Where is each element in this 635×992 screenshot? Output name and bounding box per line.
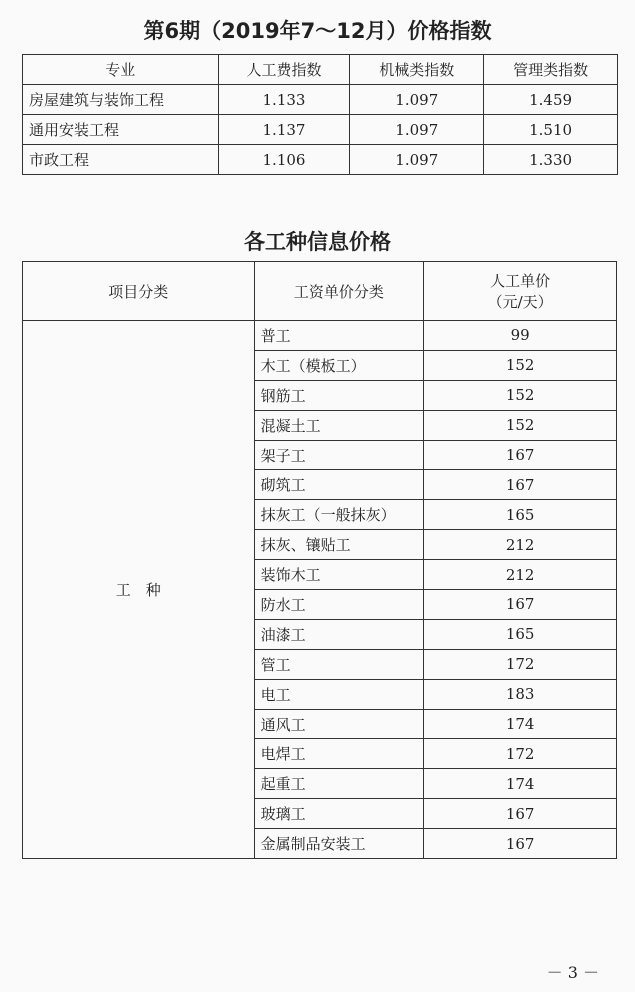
job-type: 通风工 (254, 709, 424, 739)
management-index: 1.459 (484, 85, 618, 115)
machinery-index: 1.097 (350, 115, 484, 145)
unit-price-unit: （元/天） (487, 293, 553, 311)
unit-price: 212 (424, 560, 617, 590)
table-row (23, 85, 618, 115)
labor-index: 1.106 (218, 145, 350, 175)
job-type: 油漆工 (254, 619, 424, 649)
job-type: 起重工 (254, 769, 424, 799)
unit-price: 152 (424, 350, 617, 380)
table-row (23, 321, 617, 351)
header-wage-type: 工资单价分类 (254, 262, 424, 321)
unit-price: 152 (424, 380, 617, 410)
job-type: 电焊工 (254, 739, 424, 769)
job-type: 混凝土工 (254, 410, 424, 440)
job-type: 电工 (254, 679, 424, 709)
unit-price: 99 (424, 321, 617, 351)
job-type: 钢筋工 (254, 380, 424, 410)
unit-price: 174 (424, 709, 617, 739)
wage-title: 各工种信息价格 (244, 230, 391, 254)
header-category: 项目分类 (23, 262, 255, 321)
unit-price-label: 人工单价 (490, 272, 551, 290)
unit-price: 165 (424, 619, 617, 649)
labor-index: 1.137 (218, 115, 350, 145)
job-type: 装饰木工 (254, 560, 424, 590)
header-cell: 人工费指数 (218, 55, 350, 85)
index-title: 第6期（2019年7～12月）价格指数 (143, 19, 492, 43)
discipline-name: 房屋建筑与装饰工程 (23, 85, 219, 115)
job-type: 普工 (254, 321, 424, 351)
machinery-index: 1.097 (350, 85, 484, 115)
unit-price: 212 (424, 530, 617, 560)
unit-price: 172 (424, 739, 617, 769)
machinery-index: 1.097 (350, 145, 484, 175)
header-unit-price (424, 262, 617, 321)
header-cell: 机械类指数 (350, 55, 484, 85)
category-cell: 工 种 (23, 321, 255, 859)
header-cell: 专业 (23, 55, 219, 85)
table-header-row (23, 55, 618, 85)
job-type: 管工 (254, 649, 424, 679)
page-number: － 3 － (546, 963, 599, 982)
unit-price: 167 (424, 829, 617, 859)
unit-price: 174 (424, 769, 617, 799)
header-cell: 管理类指数 (484, 55, 618, 85)
unit-price: 167 (424, 799, 617, 829)
unit-price: 167 (424, 440, 617, 470)
job-type: 玻璃工 (254, 799, 424, 829)
job-type: 防水工 (254, 590, 424, 620)
job-type: 木工（模板工） (254, 350, 424, 380)
management-index: 1.510 (484, 115, 618, 145)
unit-price: 167 (424, 590, 617, 620)
table-row (23, 145, 618, 175)
job-type: 架子工 (254, 440, 424, 470)
unit-price: 183 (424, 679, 617, 709)
wage-price-table (22, 261, 617, 859)
unit-price: 152 (424, 410, 617, 440)
unit-price: 167 (424, 470, 617, 500)
job-type: 抹灰、镶贴工 (254, 530, 424, 560)
unit-price: 172 (424, 649, 617, 679)
labor-index: 1.133 (218, 85, 350, 115)
management-index: 1.330 (484, 145, 618, 175)
table-header-row (23, 262, 617, 321)
price-index-table (22, 54, 618, 175)
table-row (23, 115, 618, 145)
job-type: 抹灰工（一般抹灰） (254, 500, 424, 530)
discipline-name: 通用安装工程 (23, 115, 219, 145)
job-type: 砌筑工 (254, 470, 424, 500)
discipline-name: 市政工程 (23, 145, 219, 175)
unit-price: 165 (424, 500, 617, 530)
job-type: 金属制品安装工 (254, 829, 424, 859)
